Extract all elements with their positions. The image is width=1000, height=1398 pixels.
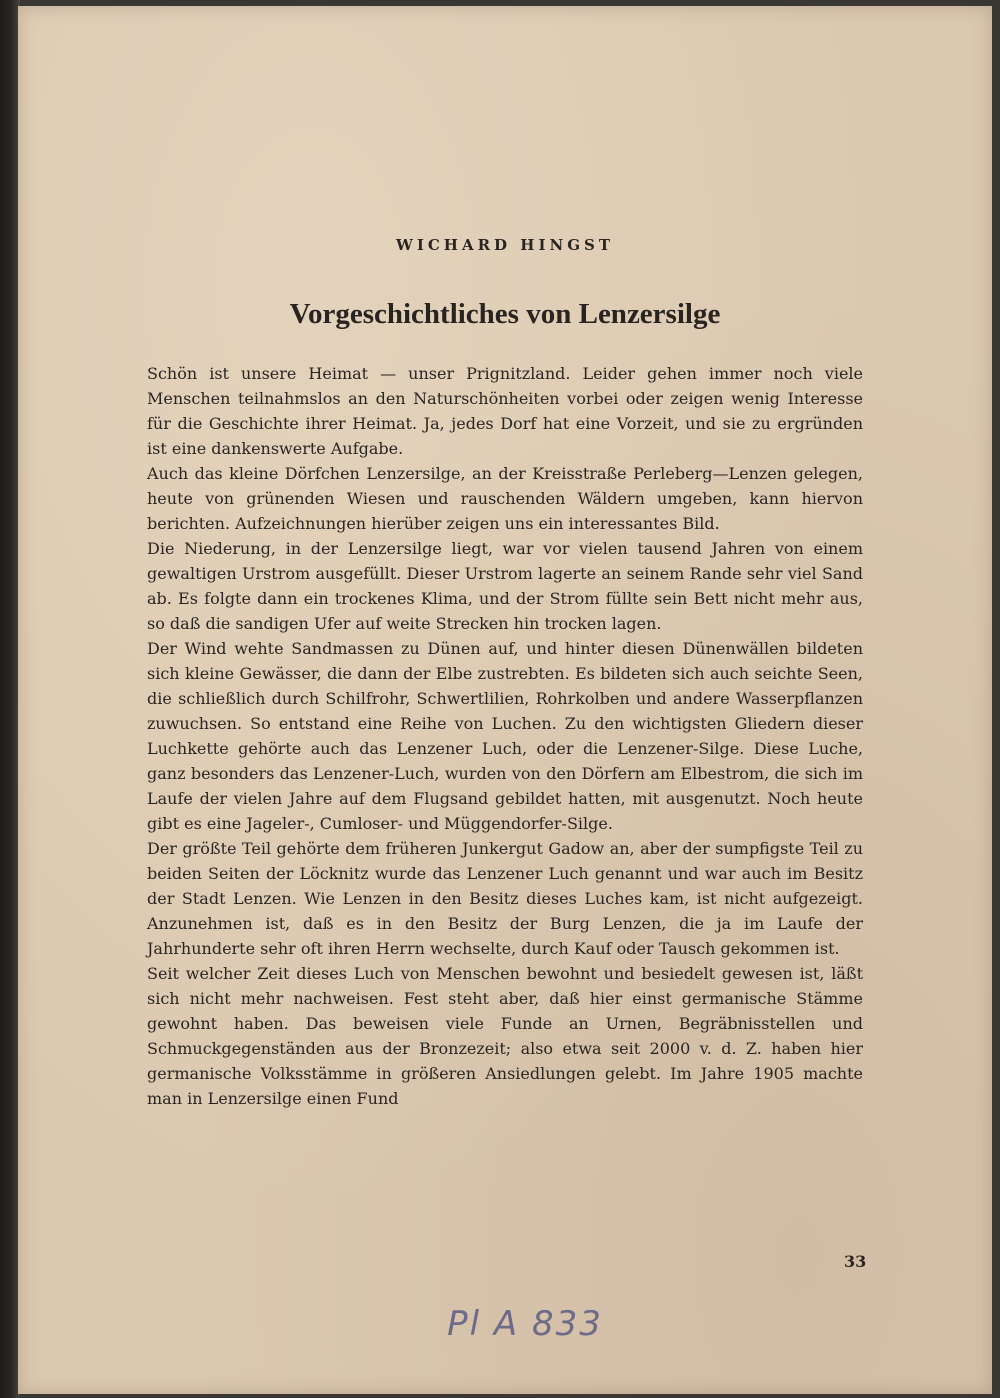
document-page bbox=[18, 6, 992, 1394]
paragraph: Auch das kleine Dörfchen Lenzersilge, an der Kreisstraße Perleberg—Lenzen gelegen, heute von grünenden Wiesen und rauschenden Wäldern umgeben, kann hiervon berichten. Aufzeichnungen hierüber zeigen uns ein interessantes Bild. bbox=[147, 464, 863, 533]
paragraph: Schön ist unsere Heimat — unser Prignitzland. Leider gehen immer noch viele Menschen teilnahmslos an den Naturschönheiten vorbei oder zeigen wenig Interesse für die Geschichte ihrer Heimat. Ja, jedes Dorf hat eine Vorzeit, und sie zu ergründen ist eine dankenswerte Aufgabe. bbox=[147, 364, 863, 458]
paragraph: Die Niederung, in der Lenzersilge liegt, war vor vielen tausend Jahren von einem gewaltigen Urstrom ausgefüllt. Dieser Urstrom lagerte an seinem Rande sehr viel Sand ab. Es folgte dann ein trockenes Klima, und der Strom füllte sein Bett nicht mehr aus, so daß die sandigen Ufer auf weite Strecken hin trocken lagen. bbox=[147, 539, 863, 633]
handwritten-shelfmark: Pl A 833 bbox=[447, 1304, 603, 1344]
paragraph: Der Wind wehte Sandmassen zu Dünen auf, und hinter diesen Dünenwällen bildeten sich kleine Gewässer, die dann der Elbe zustrebten. Es bildeten sich auch seichte Seen, die schließlich durch Schilfrohr, Schwertlilien, Rohrkolben und andere Wasserpflanzen zuwuchsen. So entstand eine Reihe von Luchen. Zu den wichtigsten Gliedern dieser Luchkette gehörte auch das Lenzener Luch, oder die Lenzener-Silge. Diese Luche, ganz besonders das Lenzener-Luch, wurden von den Dörfern am Elbestrom, die sich im Laufe der vielen Jahre auf dem Flugsand gebildet hatten, mit ausgenutzt. Noch heute gibt es eine Jageler-, Cumloser- und Müggendorfer-Silge. bbox=[147, 639, 863, 833]
article-body bbox=[147, 361, 863, 1111]
article-title: Vorgeschichtliches von Lenzersilge bbox=[289, 298, 721, 330]
book-binding-edge bbox=[0, 0, 20, 1398]
paragraph: Der größte Teil gehörte dem früheren Junkergut Gadow an, aber der sumpfigste Teil zu beiden Seiten der Löcknitz wurde das Lenzener Luch genannt und war auch im Besitz der Stadt Lenzen. Wie Lenzen in den Besitz dieses Luches kam, ist nicht aufgezeigt. Anzunehmen ist, daß es in den Besitz der Burg Lenzen, die ja im Laufe der Jahrhunderte sehr oft ihren Herrn wechselte, durch Kauf oder Tausch gekommen ist. bbox=[147, 839, 863, 958]
page-number: 33 bbox=[844, 1252, 867, 1271]
author-name: WICHARD HINGST bbox=[395, 236, 614, 254]
paragraph: Seit welcher Zeit dieses Luch von Menschen bewohnt und besiedelt gewesen ist, läßt sich nicht mehr nachweisen. Fest steht aber, daß hier einst germanische Stämme gewohnt haben. Das beweisen viele Funde an Urnen, Begräbnisstellen und Schmuckgegenständen aus der Bronzezeit; also etwa seit 2000 v. d. Z. haben hier germanische Volksstämme in größeren Ansiedlungen gelebt. Im Jahre 1905 machte man in Lenzersilge einen Fund bbox=[147, 964, 863, 1108]
